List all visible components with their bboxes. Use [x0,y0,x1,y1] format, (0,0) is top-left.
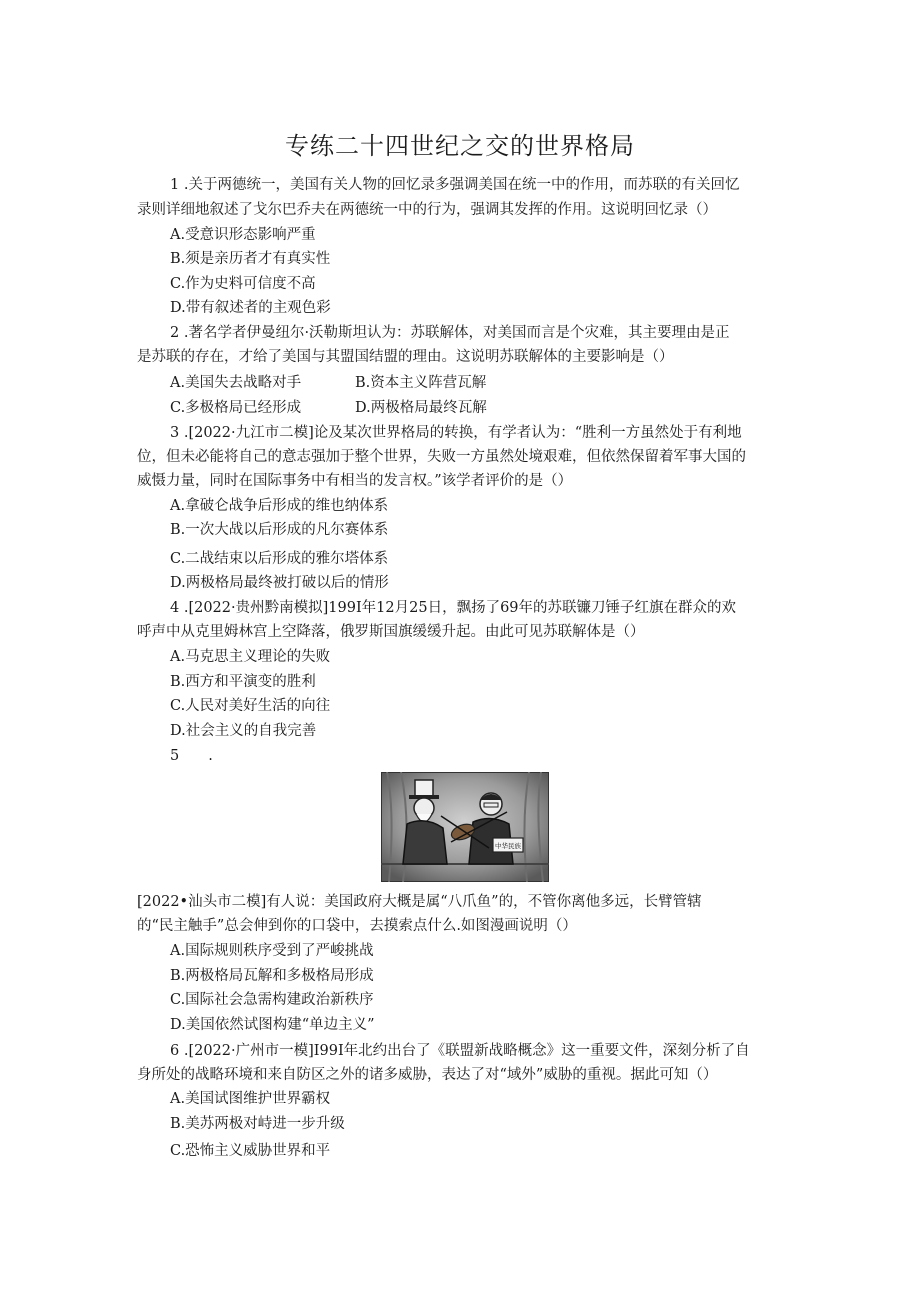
question-2-line-2: 是苏联的存在，才给了美国与其盟国结盟的理由。这说明苏联解体的主要影响是（） [137,349,674,365]
question-1-line-2: 录则详细地叙述了戈尔巴乔夫在两德统一中的行为，强调其发挥的作用。这说明回忆录（） [137,202,717,218]
question-3-line-3: 威慑力量，同时在国际事务中有相当的发言权。”该学者评价的是（） [137,473,573,489]
question-1-option-c: C.作为史料可信度不高 [170,276,316,292]
page-title: 专练二十四世纪之交的世界格局 [285,132,635,160]
question-3-line-1: 3 .[2022·九江市二模]论及某次世界格局的转换，有学者认为：“胜利一方虽然处于有利地 [170,425,742,441]
question-6-option-c: C.恐怖主义威胁世界和平 [170,1143,331,1159]
question-2-option-a: A.美国失去战略对手 [170,375,302,391]
question-1-option-b: B.须是亲历者才有真实性 [170,251,331,267]
question-5-option-b: B.两极格局瓦解和多极格局形成 [170,968,374,984]
question-2-option-b: B.资本主义阵营瓦解 [355,375,487,391]
question-2-line-1: 2 .著名学者伊曼纽尔·沃勒斯坦认为：苏联解体，对美国而言是个灾难，其主要理由是正 [170,325,730,341]
question-2-option-d: D.两极格局最终瓦解 [355,400,487,416]
question-5-option-c: C.国际社会急需构建政治新秩序 [170,992,374,1008]
question-4-line-1: 4 .[2022·贵州黔南模拟]199I年12月25日，飘扬了69年的苏联镰刀锤子红旗在群众的欢 [170,600,737,616]
question-5-line-1: [2022•汕头市二模]有人说：美国政府大概是属“八爪鱼”的，不管你离他多远，长臂管辖 [137,894,702,910]
question-2-option-c: C.多极格局已经形成 [170,400,302,416]
question-6-line-2: 身所处的战略环境和来自防区之外的诸多威胁，表达了对“域外”威胁的重视。据此可知（） [137,1067,718,1083]
question-4-option-d: D.社会主义的自我完善 [170,723,317,739]
question-6-option-a: A.美国试图维护世界霸权 [170,1091,331,1107]
question-1-line-1: 1 .关于两德统一，美国有关人物的回忆录多强调美国在统一中的作用，而苏联的有关回忆 [170,177,740,193]
question-3-option-a: A.拿破仑战争后形成的维也纳体系 [170,498,389,514]
question-6-option-b: B.美苏两极对峙进一步升级 [170,1116,345,1132]
question-3-option-c: C.二战结束以后形成的雅尔塔体系 [170,551,389,567]
question-3-option-d: D.两极格局最终被打破以后的情形 [170,575,389,591]
question-4-line-2: 呼声中从克里姆林宫上空降落，俄罗斯国旗缓缓升起。由此可见苏联解体是（） [137,624,645,640]
question-5-option-a: A.国际规则秩序受到了严峻挑战 [170,943,374,959]
question-4-option-b: B.西方和平演变的胜利 [170,674,316,690]
question-1-option-d: D.带有叙述者的主观色彩 [170,300,331,316]
question-4-option-a: A.马克思主义理论的失败 [170,649,331,665]
question-5-number: 5 . [170,748,213,764]
question-3-line-2: 位，但未必能将自己的意志强加于整个世界，失败一方虽然处境艰难，但依然保留着军事大国的 [137,449,746,465]
question-3-option-b: B.一次大战以后形成的凡尔赛体系 [170,522,389,538]
cartoon-image [381,772,549,882]
question-5-option-d: D.美国依然试图构建“单边主义” [170,1017,375,1033]
question-5-line-2: 的“民主触手”总会伸到你的口袋中，去摸索点什么.如图漫画说明（） [137,918,577,934]
question-1-option-a: A.受意识形态影响严重 [170,227,316,243]
question-4-option-c: C.人民对美好生活的向往 [170,698,331,714]
question-6-line-1: 6 .[2022·广州市一模]I99I年北约出台了《联盟新战略概念》这一重要文件，深刻分析了自 [170,1043,750,1059]
cartoon-sign-text: 中华民族 [495,842,521,850]
